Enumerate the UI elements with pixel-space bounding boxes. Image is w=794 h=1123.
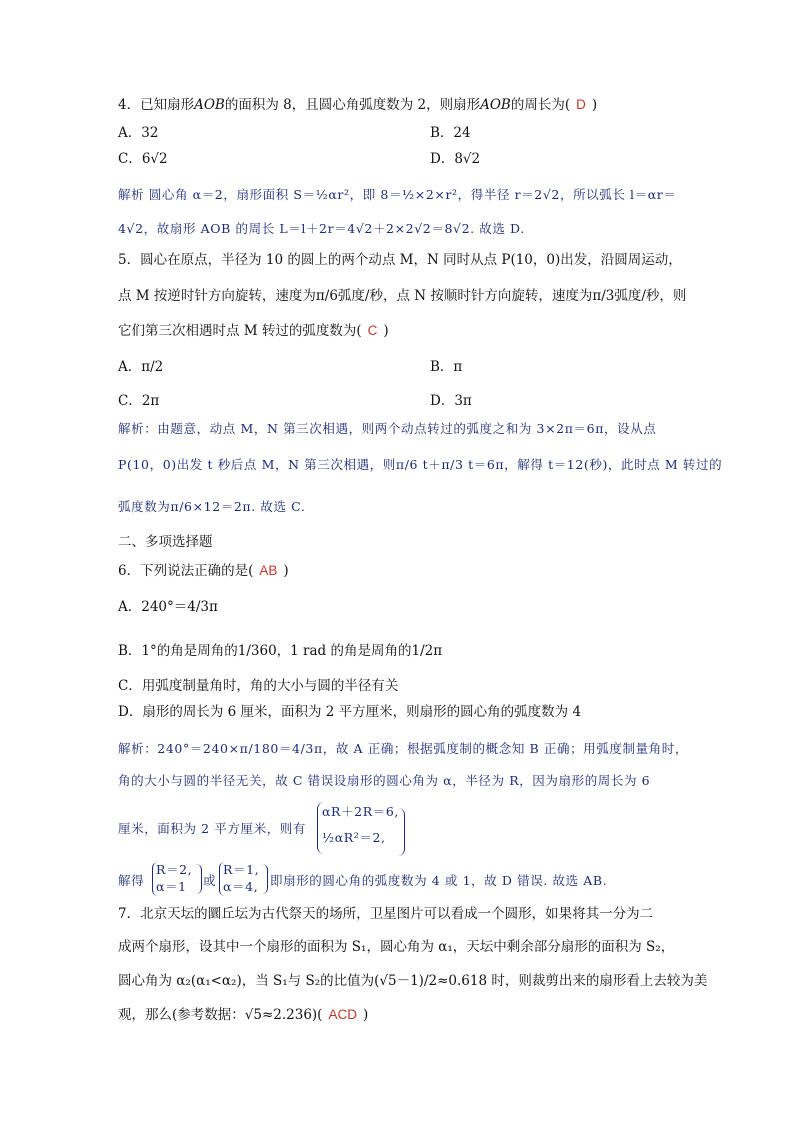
q6-solution-conclusion: 即扇形的圆心角的弧度数为 4 或 1，故 D 错误. 故选 AB. (270, 873, 608, 888)
q5-option-a: A．π/2 (118, 359, 164, 375)
case1-alpha: α＝1 (156, 879, 187, 894)
equation-brace-right (398, 808, 405, 856)
q5-stem-line3: 它们第三次相遇时点 M 转过的弧度数为( C ) (118, 323, 389, 339)
q6-solution-line1: 解析：240°＝240×π/180＝4/3π，故 A 正确；根据弧度制的概念知 B 正确；用弧度制量角时， (118, 741, 688, 756)
case2-alpha: α＝4, (223, 879, 259, 894)
q5-stem-line1: 5．圆心在原点，半径为 10 的圆上的两个动点 M，N 同时从点 P(10，0)出发，沿圆周运动， (118, 252, 682, 268)
q5-stem-line2: 点 M 按逆时针方向旋转，速度为π/6弧度/秒，点 N 按顺时针方向旋转，速度为π/3弧度/秒，则 (118, 288, 687, 304)
q6-stem: 6．下列说法正确的是( AB ) (118, 563, 289, 579)
q4-solution-line1: 解析 圆心角 α＝2，扇形面积 S＝½αr²，即 8＝½×2×r²，得半径 r＝2√2，所以弧长 l＝αr＝ (118, 187, 677, 202)
q4-stem: 4．已知扇形AOB的面积为 8，且圆心角弧度数为 2，则扇形AOB的周长为( D ) (118, 97, 598, 113)
case2-brace-right (262, 864, 268, 894)
q6-solution-solve-label: 解得 (118, 873, 145, 888)
q6-solution-line3: 厘米，面积为 2 平方厘米，则有 (118, 821, 307, 836)
q5-solution-line3: 弧度数为π/6×12＝2π. 故选 C. (118, 499, 306, 514)
equation-2: ½αR²＝2, (322, 830, 386, 845)
q6-solution-line2: 角的大小与圆的半径无关，故 C 错误设扇形的圆心角为 α，半径为 R，因为扇形的周长为 6 (118, 773, 651, 788)
q4-option-a: A．32 (118, 125, 159, 141)
q5-solution-line1: 解析：由题意，动点 M，N 第三次相遇，则两个动点转过的弧度之和为 3×2π＝6π，设从点 (118, 421, 657, 436)
q7-stem-line1: 7．北京天坛的圜丘坛为古代祭天的场所，卫星图片可以看成一个圆形，如果将其一分为二 (118, 906, 654, 922)
q6-option-d: D．扇形的周长为 6 厘米，面积为 2 平方厘米，则扇形的圆心角的弧度数为 4 (118, 704, 582, 720)
case1-r: R＝2, (156, 862, 193, 877)
equation-1: αR＋2R＝6, (322, 804, 399, 819)
q7-stem-line4: 观，那么(参考数据：√5≈2.236)( ACD ) (118, 1007, 369, 1023)
q4-option-c: C．6√2 (118, 151, 168, 167)
q4-option-d: D．8√2 (430, 151, 481, 167)
q4-solution-line2: 4√2，故扇形 AOB 的周长 L＝l＋2r＝4√2＋2×2√2＝8√2. 故选 D. (118, 221, 525, 236)
q6-option-a: A．240°＝4/3π (118, 599, 218, 615)
q5-option-b: B．π (430, 359, 463, 375)
q6-answer: AB (259, 563, 278, 578)
q5-answer: C (367, 323, 378, 338)
q7-stem-line3: 圆心角为 α₂(α₁<α₂)，当 S₁与 S₂的比值为(√5－1)/2≈0.618 时，则裁剪出来的扇形看上去较为美 (118, 973, 708, 989)
q7-stem-line2: 成两个扇形，设其中一个扇形的面积为 S₁，圆心角为 α₁，天坛中剩余部分扇形的面积为 S₂， (118, 939, 675, 955)
q7-answer: ACD (328, 1007, 357, 1022)
case2-r: R＝1, (223, 862, 260, 877)
section-title: 二、多项选择题 (118, 534, 213, 550)
q4-option-b: B．24 (430, 125, 471, 141)
q6-option-c: C．用弧度制量角时，角的大小与圆的半径有关 (118, 678, 399, 694)
or-label: 或 (203, 873, 217, 888)
case1-brace-right (196, 864, 202, 894)
q5-solution-line2: P(10，0)出发 t 秒后点 M，N 第三次相遇，则π/6 t＋π/3 t＝6π，解得 t＝12(秒)，此时点 M 转过的 (118, 457, 723, 472)
q6-option-b: B．1°的角是周角的1/360，1 rad 的角是周角的1/2π (118, 643, 443, 659)
q5-option-d: D．3π (430, 393, 472, 409)
q5-option-c: C．2π (118, 393, 160, 409)
q4-answer: D (576, 97, 586, 112)
